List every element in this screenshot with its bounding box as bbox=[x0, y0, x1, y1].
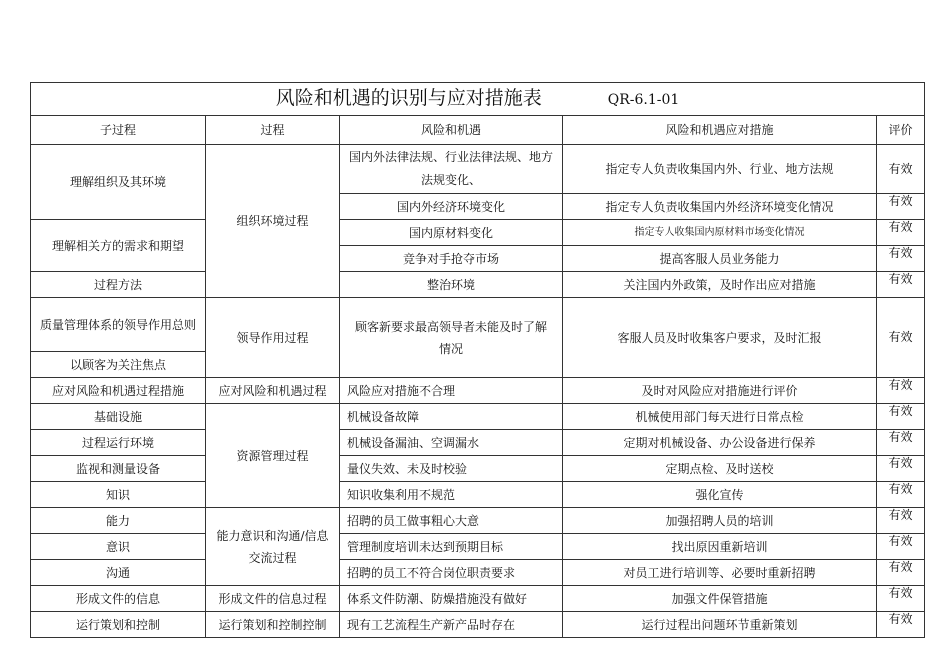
header-measure: 风险和机遇应对措施 bbox=[563, 116, 877, 145]
table-row bbox=[31, 220, 925, 246]
subprocess-cell: 质量管理体系的领导作用总则 bbox=[31, 298, 206, 352]
measure-cell: 指定专人负责收集国内外、行业、地方法规 bbox=[563, 145, 877, 194]
table-row bbox=[31, 560, 925, 586]
evaluation-cell: 有效 bbox=[877, 612, 925, 638]
process-cell: 运行策划和控制控制 bbox=[206, 612, 340, 638]
measure-cell: 对员工进行培训等、必要时重新招聘 bbox=[563, 560, 877, 586]
evaluation-cell: 有效 bbox=[877, 220, 925, 246]
table-row bbox=[31, 586, 925, 612]
header-subprocess: 子过程 bbox=[31, 116, 206, 145]
measure-cell: 找出原因重新培训 bbox=[563, 534, 877, 560]
evaluation-cell: 有效 bbox=[877, 378, 925, 404]
subprocess-cell: 基础设施 bbox=[31, 404, 206, 430]
evaluation-cell: 有效 bbox=[877, 482, 925, 508]
table-row bbox=[31, 534, 925, 560]
table-row bbox=[31, 456, 925, 482]
risk-cell: 管理制度培训未达到预期目标 bbox=[340, 534, 563, 560]
risk-cell: 风险应对措施不合理 bbox=[340, 378, 563, 404]
header-row bbox=[31, 116, 925, 145]
subprocess-cell: 运行策划和控制 bbox=[31, 612, 206, 638]
evaluation-cell: 有效 bbox=[877, 508, 925, 534]
evaluation-cell: 有效 bbox=[877, 586, 925, 612]
evaluation-cell: 有效 bbox=[877, 298, 925, 378]
subprocess-cell: 过程运行环境 bbox=[31, 430, 206, 456]
risk-cell: 国内外经济环境变化 bbox=[340, 194, 563, 220]
risk-cell: 国内原材料变化 bbox=[340, 220, 563, 246]
header-evaluation: 评价 bbox=[877, 116, 925, 145]
subprocess-cell: 意识 bbox=[31, 534, 206, 560]
measure-cell: 定期点检、及时送校 bbox=[563, 456, 877, 482]
header-risk: 风险和机遇 bbox=[340, 116, 563, 145]
process-cell: 领导作用过程 bbox=[206, 298, 340, 378]
risk-cell: 机械设备故障 bbox=[340, 404, 563, 430]
table-row bbox=[31, 612, 925, 638]
evaluation-cell: 有效 bbox=[877, 272, 925, 298]
risk-cell: 招聘的员工做事粗心大意 bbox=[340, 508, 563, 534]
process-cell: 形成文件的信息过程 bbox=[206, 586, 340, 612]
subprocess-cell: 应对风险和机遇过程措施 bbox=[31, 378, 206, 404]
table-row bbox=[31, 272, 925, 298]
measure-cell: 加强文件保管措施 bbox=[563, 586, 877, 612]
subprocess-cell: 理解相关方的需求和期望 bbox=[31, 220, 206, 272]
risk-cell: 竞争对手抢夺市场 bbox=[340, 246, 563, 272]
measure-cell: 运行过程出问题环节重新策划 bbox=[563, 612, 877, 638]
risk-opportunity-table bbox=[30, 82, 925, 638]
risk-cell: 顾客新要求最高领导者未能及时了解情况 bbox=[340, 298, 563, 378]
risk-cell: 知识收集利用不规范 bbox=[340, 482, 563, 508]
risk-cell: 体系文件防潮、防燥措施没有做好 bbox=[340, 586, 563, 612]
evaluation-cell: 有效 bbox=[877, 194, 925, 220]
subprocess-cell: 形成文件的信息 bbox=[31, 586, 206, 612]
measure-cell: 机械使用部门每天进行日常点检 bbox=[563, 404, 877, 430]
measure-cell: 关注国内外政策，及时作出应对措施 bbox=[563, 272, 877, 298]
measure-cell: 提高客服人员业务能力 bbox=[563, 246, 877, 272]
risk-cell: 现有工艺流程生产新产品时存在 bbox=[340, 612, 563, 638]
risk-cell: 整治环境 bbox=[340, 272, 563, 298]
subprocess-cell: 监视和测量设备 bbox=[31, 456, 206, 482]
title-row bbox=[31, 83, 925, 116]
measure-cell: 加强招聘人员的培训 bbox=[563, 508, 877, 534]
subprocess-cell: 知识 bbox=[31, 482, 206, 508]
process-cell: 组织环境过程 bbox=[206, 145, 340, 298]
table-row bbox=[31, 404, 925, 430]
risk-cell: 机械设备漏油、空调漏水 bbox=[340, 430, 563, 456]
evaluation-cell: 有效 bbox=[877, 246, 925, 272]
process-cell: 资源管理过程 bbox=[206, 404, 340, 508]
evaluation-cell: 有效 bbox=[877, 456, 925, 482]
risk-table-sheet bbox=[30, 82, 924, 638]
table-row bbox=[31, 298, 925, 352]
subprocess-cell: 以顾客为关注焦点 bbox=[31, 352, 206, 378]
evaluation-cell: 有效 bbox=[877, 145, 925, 194]
measure-cell: 指定专人负责收集国内外经济环境变化情况 bbox=[563, 194, 877, 220]
risk-cell: 国内外法律法规、行业法律法规、地方法规变化、 bbox=[340, 145, 563, 194]
evaluation-cell: 有效 bbox=[877, 404, 925, 430]
process-cell: 应对风险和机遇过程 bbox=[206, 378, 340, 404]
table-row bbox=[31, 145, 925, 194]
table-title: 风险和机遇的识别与应对措施表 bbox=[275, 87, 542, 109]
subprocess-cell: 过程方法 bbox=[31, 272, 206, 298]
measure-cell: 指定专人收集国内原材料市场变化情况 bbox=[563, 220, 877, 246]
process-cell: 能力意识和沟通/信息交流过程 bbox=[206, 508, 340, 586]
measure-cell: 定期对机械设备、办公设备进行保养 bbox=[563, 430, 877, 456]
measure-cell: 及时对风险应对措施进行评价 bbox=[563, 378, 877, 404]
table-row bbox=[31, 508, 925, 534]
evaluation-cell: 有效 bbox=[877, 534, 925, 560]
subprocess-cell: 理解组织及其环境 bbox=[31, 145, 206, 220]
subprocess-cell: 能力 bbox=[31, 508, 206, 534]
table-row bbox=[31, 430, 925, 456]
evaluation-cell: 有效 bbox=[877, 430, 925, 456]
table-row bbox=[31, 378, 925, 404]
header-process: 过程 bbox=[206, 116, 340, 145]
table-row bbox=[31, 482, 925, 508]
subprocess-cell: 沟通 bbox=[31, 560, 206, 586]
form-code: QR-6.1-01 bbox=[607, 92, 680, 108]
title-cell bbox=[31, 83, 925, 116]
risk-cell: 招聘的员工不符合岗位职责要求 bbox=[340, 560, 563, 586]
risk-cell: 量仪失效、未及时校验 bbox=[340, 456, 563, 482]
evaluation-cell: 有效 bbox=[877, 560, 925, 586]
measure-cell: 客服人员及时收集客户要求，及时汇报 bbox=[563, 298, 877, 378]
measure-cell: 强化宣传 bbox=[563, 482, 877, 508]
